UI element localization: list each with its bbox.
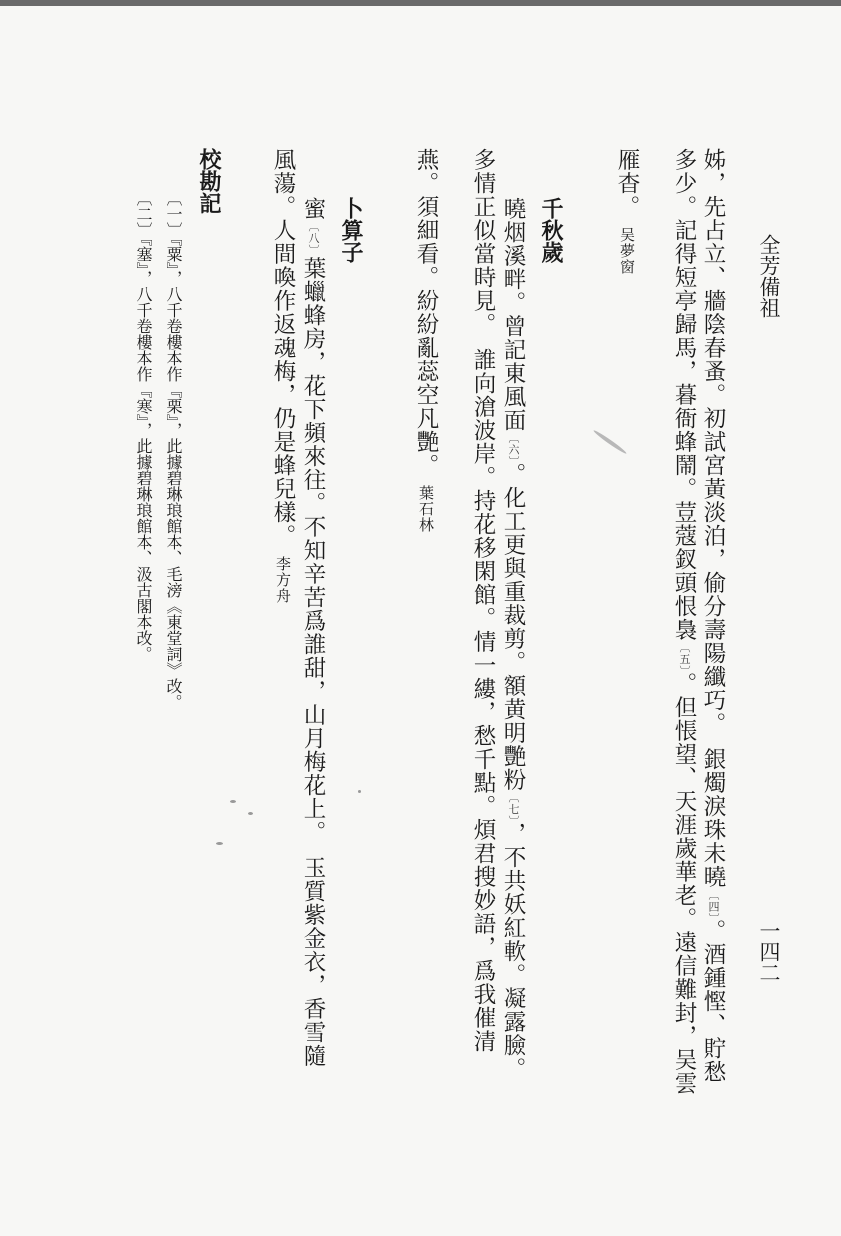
text-segment: 多少。記得短亭歸馬，暮衙蜂鬧。荳蔻釵頭恨裊 — [671, 148, 697, 642]
poem3-title: 卜算子 — [338, 197, 364, 263]
poem3-author: 李方舟 — [274, 555, 292, 604]
text-segment: 曉烟溪畔。曾記東風面 — [500, 197, 526, 432]
text-segment: 姊，先占立、牆陰春蚤。初試宮黃淡泊，偷分壽陽纖巧。 銀燭淚珠未曉 — [700, 148, 726, 889]
poem3-line-2 — [272, 148, 295, 604]
text-segment: 風蕩。人間喚作返魂梅，仍是蜂兒樣。 — [270, 148, 296, 548]
scan-top-border — [0, 0, 841, 6]
page-number: 一四二 — [757, 920, 781, 983]
scan-speck — [592, 429, 627, 455]
text-segment: ，不共妖紅軟。凝露臉。 — [500, 822, 526, 1081]
scan-speck — [358, 790, 361, 793]
poem2-line-2: 多情正似當時見。 誰向滄波岸。持花移閑館。情一縷，愁千點。煩君搜妙語，爲我催清 — [470, 148, 496, 1054]
text-segment: 蜜 — [300, 197, 326, 221]
footnote-ref-7: 〔七〕 — [507, 791, 520, 822]
book-title: 全芳備祖 — [757, 234, 781, 318]
scan-speck — [248, 812, 253, 815]
poem1-author: 吴夢窗 — [618, 226, 636, 275]
footnote-ref-6: 〔六〕 — [507, 432, 520, 463]
collation-note-1: 〔一〕『粟』，八千卷樓本作『栗』，此據碧琳琅館本、毛滂《東堂詞》改。 — [164, 190, 183, 710]
poem2-title: 千秋歲 — [538, 197, 564, 263]
footnote-ref-8: 〔八〕 — [307, 220, 320, 257]
poem1-line-3 — [616, 148, 639, 275]
scan-speck — [216, 842, 223, 845]
scan-speck — [230, 800, 236, 803]
collation-note-2: 〔二〕『塞』，八千卷樓本作『寒』，此據碧琳琅館本、汲古閣本改。 — [134, 190, 153, 662]
text-segment: 葉蠟蜂房，花下頻來往。不知辛苦爲誰甜，山月梅花上。 玉質紫金衣，香雪隨 — [300, 256, 326, 1068]
poem2-line-1 — [502, 197, 525, 1081]
poem1-line-2 — [673, 148, 696, 1095]
text-segment: 。酒鍾慳、貯愁 — [700, 919, 726, 1084]
poem3-line-1 — [302, 197, 325, 1068]
text-segment: 雁杳。 — [614, 148, 640, 219]
poem1-line-1 — [702, 148, 725, 1084]
text-segment: 。化工更與重裁剪。額黄明艷粉 — [500, 462, 526, 792]
collation-title: 校勘記 — [196, 148, 222, 214]
poem2-author: 葉石林 — [417, 485, 435, 533]
text-segment: 。但悵望、天涯歲華老。遠信難封，吴雲 — [671, 672, 697, 1095]
poem2-line-3 — [415, 148, 438, 533]
footnote-ref-5: 〔五〕 — [678, 641, 691, 672]
footnote-ref-4: 〔四〕 — [707, 888, 720, 920]
text-segment: 燕。須細看。紛紛亂蕊空凡艷。 — [413, 148, 439, 477]
